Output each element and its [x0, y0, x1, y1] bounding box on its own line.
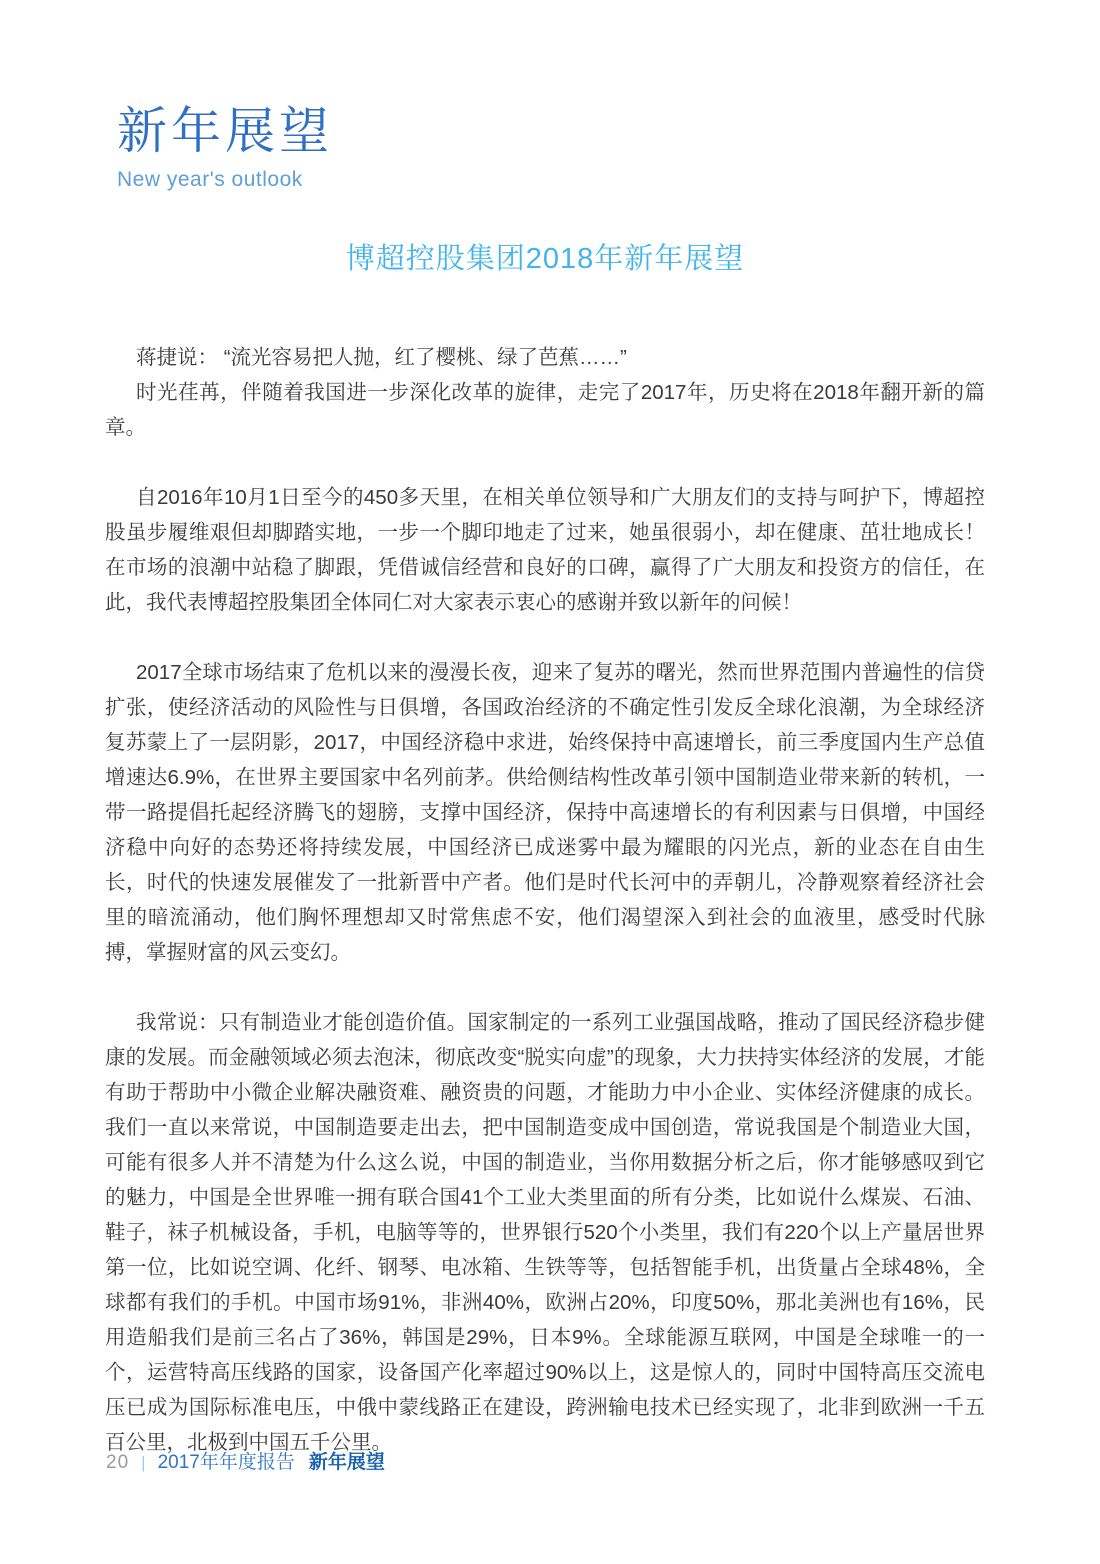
paragraph-quote: 蒋捷说： “流光容易把人抛，红了樱桃、绿了芭蕉……” [136, 346, 627, 369]
page-footer [106, 1449, 385, 1477]
footer-divider: | [141, 1453, 146, 1472]
article-title: 博超控股集团2018年新年展望 [345, 243, 745, 275]
paragraph-manufacturing: 我常说：只有制造业才能创造价值。国家制定的一系列工业强国战略，推动了国民经济稳步健康的发展。而金融领域必须去泡沫，彻底改变“脱实向虚”的现象，大力扶持实体经济的发展，才能有助于帮助中小微企业解决融资难、融资贵的问题，才能助力中小企业、实体经济健康的成长。我们一直以来常说，中国制造要走出去，把中国制造变成中国创造，常说我国是个制造业大国，可能有很多人并不清楚为什么这么说，中国的制造业，当你用数据分析之后，你才能够感叹到它的魅力，中国是全世界唯一拥有联合国41个工业大类里面的所有分类，比如说什么煤炭、石油、鞋子，袜子机械设备，手机，电脑等等的，世界银行520个小类里，我们有220个以上产量居世界第一位，比如说空调、化纤、钢琴、电冰箱、生铁等等，包括智能手机，出货量占全球48%，全球都有我们的手机。中国市场91%，非洲40%，欧洲占20%，印度50%，那北美洲也有16%，民用造船我们是前三名占了36%，韩国是29%，日本9%。全球能源互联网，中国是全球唯一的一个，运营特高压线路的国家，设备国产化率超过90%以上，这是惊人的，同时中国特高压交流电压已成为国际标准电压，中俄中蒙线路正在建设，跨洲输电技术已经实现了，北非到欧洲一千五百公里，北极到中国五千公里。 [105, 1011, 985, 1454]
section-title-english: New year's outlook [117, 168, 303, 191]
paragraph-intro: 时光荏苒，伴随着我国进一步深化改革的旋律，走完了2017年，历史将在2018年翻开新的篇章。 [105, 381, 985, 439]
page-header [117, 104, 333, 192]
section-title-chinese: 新年展望 [117, 103, 333, 159]
footer-report-title: 2017年年度报告 [157, 1452, 295, 1473]
paragraph-company-growth: 自2016年10月1日至今的450多天里，在相关单位领导和广大朋友们的支持与呵护下，博超控股虽步履维艰但却脚踏实地，一步一个脚印地走了过来，她虽很弱小，却在健康、茁壮地成长！在市场的浪潮中站稳了脚跟，凭借诚信经营和良好的口碑，赢得了广大朋友和投资方的信任，在此，我代表博超控股集团全体同仁对大家表示衷心的感谢并致以新年的问候！ [105, 486, 985, 614]
article-body [105, 340, 985, 1460]
paragraph-global-economy: 2017全球市场结束了危机以来的漫漫长夜，迎来了复苏的曙光，然而世界范围内普遍性的信贷扩张，使经济活动的风险性与日俱增，各国政治经济的不确定性引发反全球化浪潮，为全球经济复苏蒙上了一层阴影，2017，中国经济稳中求进，始终保持中高速增长，前三季度国内生产总值增速达6.9%，在世界主要国家中名列前茅。供给侧结构性改革引领中国制造业带来新的转机，一带一路提倡托起经济腾飞的翅膀，支撑中国经济，保持中高速增长的有利因素与日俱增，中国经济稳中向好的态势还将持续发展，中国经济已成迷雾中最为耀眼的闪光点，新的业态在自由生长，时代的快速发展催发了一批新晋中产者。他们是时代长河中的弄朝儿，冷静观察着经济社会里的暗流涌动，他们胸怀理想却又时常焦虑不安，他们渴望深入到社会的血液里，感受时代脉搏，掌握财富的风云变幻。 [105, 661, 985, 964]
footer-section-title: 新年展望 [308, 1452, 385, 1473]
page-number: 20 [106, 1452, 130, 1473]
